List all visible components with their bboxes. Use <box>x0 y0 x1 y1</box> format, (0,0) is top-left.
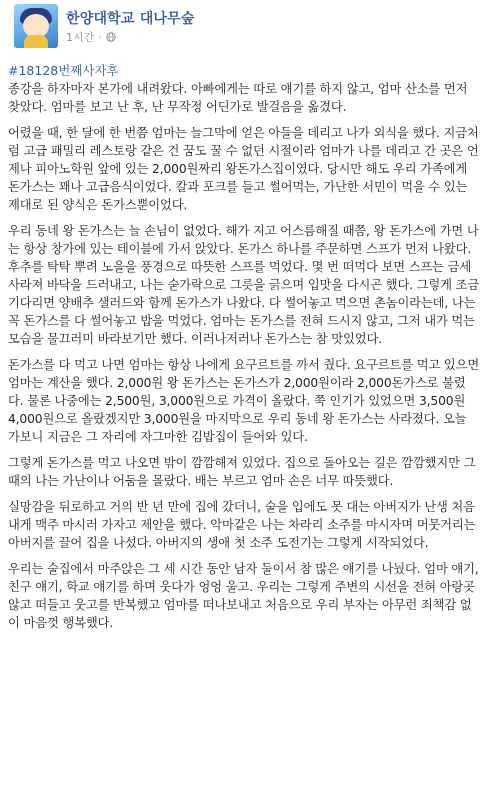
post-paragraph: 우리는 술집에서 마주앉은 그 세 시간 동안 남자 둘이서 참 많은 얘기를 나눴다. 엄마 얘기, 친구 얘기, 학교 얘기를 하며 웃다가 엉엉 울고. 우리는 그렇게 주변의 시선을 전혀 아랑곳 않고 떠들고 웃고를 반복했고 엄마를 떠나보내고 처음으로 우리 부자는 아무런 죄책감 없이 마음껏 행복했다. <box>8 562 479 630</box>
post-paragraph: 그렇게 돈가스를 먹고 나오면 밖이 깜깜해져 있었다. 집으로 돌아오는 길은 깜깜했지만 그 때의 나는 가난이나 어둠을 몰랐다. 배는 부르고 엄마 손은 너무 따뜻했다. <box>8 456 476 488</box>
post-hashtag[interactable]: #18128번째사자후 <box>8 63 119 78</box>
post-paragraph: 실망감을 뒤로하고 거의 반 년 만에 집에 갔더니, 술을 입에도 못 대는 아버지가 난생 처음 내게 맥주 마시러 가자고 제안을 했다. 악마같은 나는 차라리 소주를 마시자며 머뭇거리는 아버지를 끌어 집을 나섰다. 아버지의 생애 첫 소주 도전기는 그렇게 시작되었다. <box>8 500 476 550</box>
post-body <box>8 80 480 632</box>
post-paragraph: 종강을 하자마자 본가에 내려왔다. 아빠에게는 따로 얘기를 하지 않고, 엄마 산소를 먼저 찾았다. 엄마를 보고 난 후, 난 무작정 어딘가로 발걸음을 옮겼다. <box>8 82 468 114</box>
post-paragraph: 돈가스를 다 먹고 나면 엄마는 항상 나에게 요구르트를 까서 줬다. 요구르트를 먹고 있으면 엄마는 계산을 했다. 2,000원 왕 돈가스는 돈가스가 2,000원이라 2,000돈가스로 불렸다. 물론 나중에는 2,500원, 3,000원으로 가격이 올랐다. 쭉 인기가 있었으면 3,500원 4,000원으로 올랐겠지만 3,000원을 마지막으로 우리 동네 왕 돈가스는 사라졌다. 오늘 가보니 지금은 그 자리에 자그마한 김밥집이 들어와 있다. <box>8 358 480 444</box>
post-time[interactable]: 1시간 <box>66 31 95 44</box>
post-paragraph: 우리 동네 왕 돈가스는 늘 손님이 없었다. 해가 지고 어스름해질 때쯤, 왕 돈가스에 가면 나는 항상 창가에 있는 테이블에 가서 앉았다. 돈가스 하나를 주문하면 스프가 먼저 나왔다. 후추를 탁탁 뿌려 노을을 풍경으로 따뜻한 스프를 먹었다. 몇 번 떠먹다 보면 스프는 금세 사라져 바닥을 드러내고, 나는 숟가락으로 그릇을 긁으며 입맛을 다시곤 했다. 그렇게 조금 기다리면 양배추 샐러드와 함께 돈가스가 나왔다. 다 썰어놓고 먹으면 촌놈이라는데, 나는 꼭 돈가스를 다 썰어놓고 밥을 먹었다. 엄마는 돈가스를 전혀 드시지 않고, 그저 내가 먹는 모습을 물끄러미 바라보기만 했다. 이러나저러나 돈가스는 참 맛있었다. <box>8 224 480 346</box>
post-paragraph: 어렸을 때, 한 달에 한 번쯤 엄마는 늘그막에 얻은 아들을 데리고 나가 외식을 했다. 지금처럼 고급 패밀리 레스토랑 같은 건 꿈도 꿀 수 없던 시절이라 엄마가 나를 데리고 간 곳은 언제나 피아노학원 앞에 있는 2,000원짜리 왕돈가스집이였다. 당시만 해도 우리 가족에게 돈가스는 꽤나 고급음식이었다. 칼과 포크를 들고 썰어먹는, 가난한 서민이 먹을 수 있는 제대로 된 양식은 돈가스뿐이었다. <box>8 126 479 212</box>
post-meta: 1시간 · <box>66 29 116 45</box>
post-header <box>8 0 480 52</box>
page-name-link[interactable]: 한양대학교 대나무숲 <box>66 11 195 27</box>
globe-icon <box>106 32 116 42</box>
page-avatar[interactable] <box>14 4 58 48</box>
